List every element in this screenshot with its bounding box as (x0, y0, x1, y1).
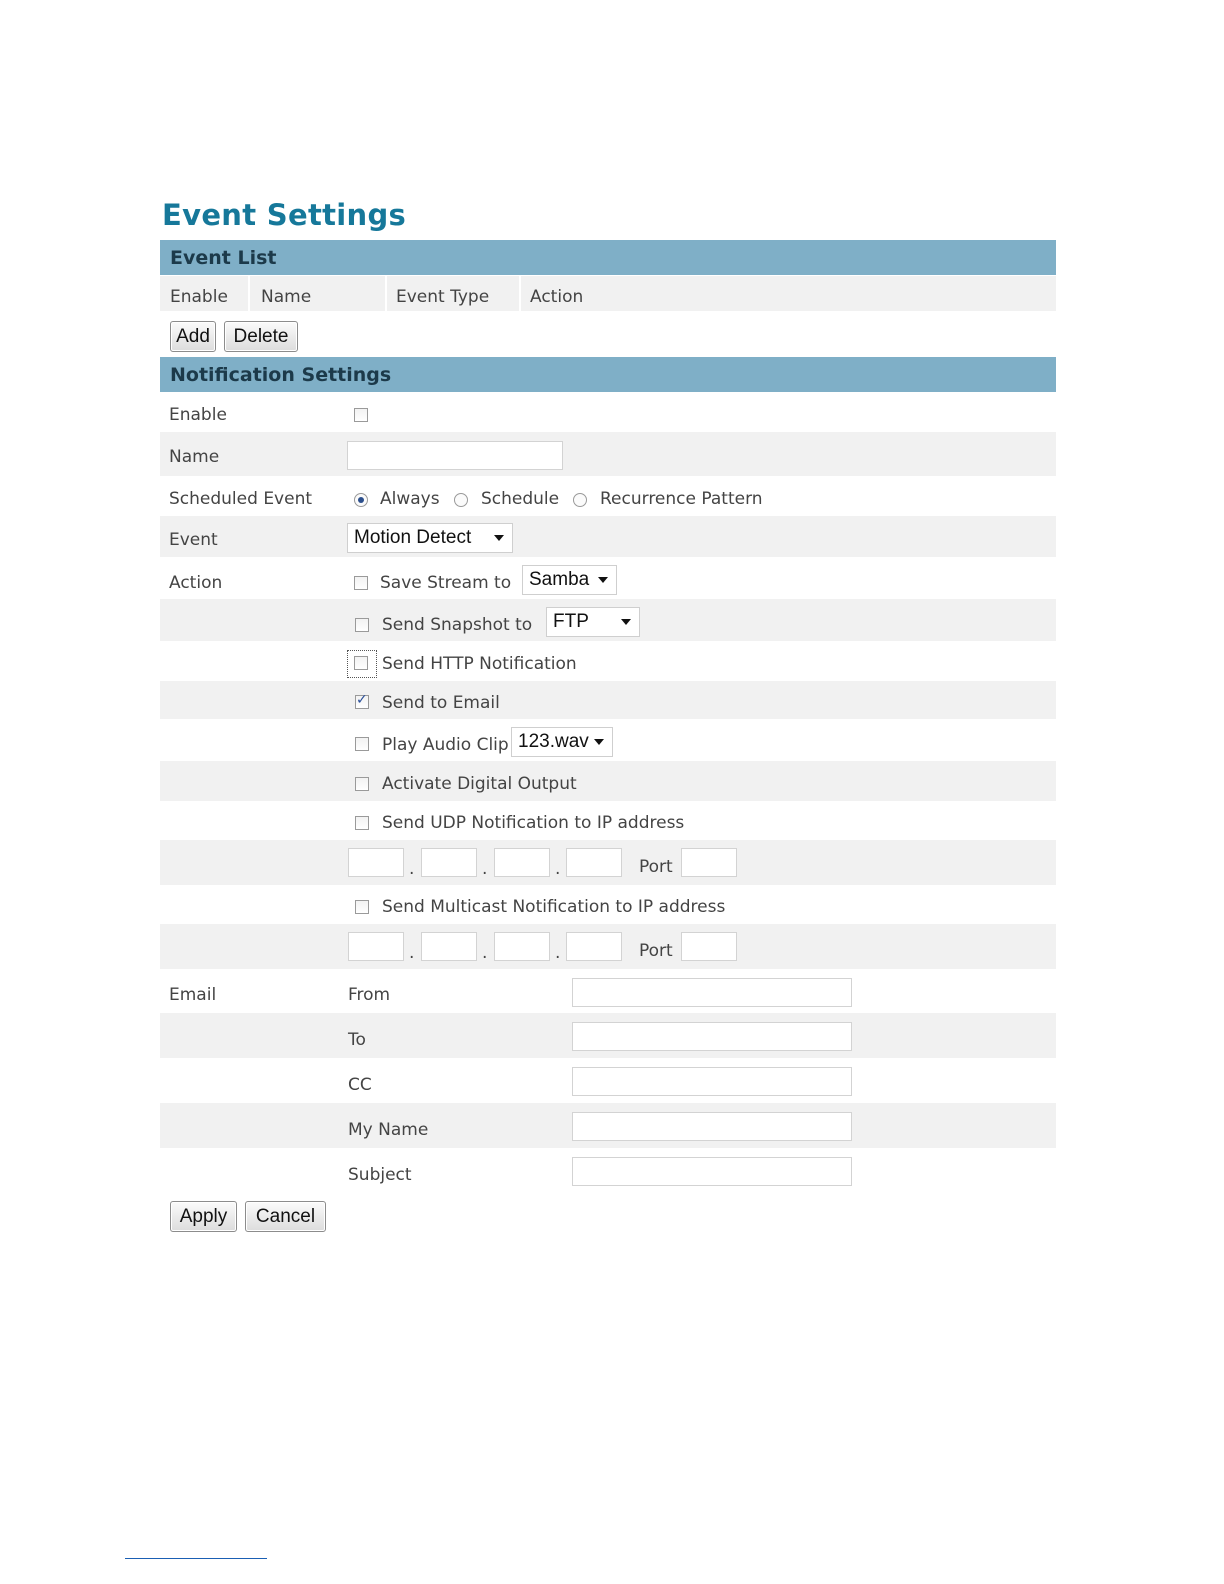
email-cc-label: CC (348, 1075, 372, 1095)
udp-ip-octet-3[interactable] (494, 848, 550, 877)
email-my-name-row (160, 1103, 1056, 1148)
send-snapshot-select[interactable] (546, 607, 640, 637)
email-subject-label: Subject (348, 1165, 412, 1185)
apply-button[interactable]: Apply (170, 1201, 237, 1232)
send-snapshot-select-value: FTP (553, 611, 589, 632)
ip-dot: . (482, 859, 488, 879)
play-audio-label: Play Audio Clip (382, 735, 509, 755)
email-label: Email (169, 985, 217, 1005)
action-send-snapshot-row (160, 599, 1056, 641)
enable-label: Enable (169, 405, 227, 425)
send-snapshot-checkbox[interactable] (355, 618, 369, 632)
multicast-ip-octet-3[interactable] (494, 932, 550, 961)
multicast-checkbox[interactable] (355, 900, 369, 914)
digital-output-checkbox[interactable] (355, 777, 369, 791)
always-label: Always (380, 489, 440, 509)
action-send-email-row (160, 681, 1056, 719)
action-save-stream-row (160, 557, 1056, 599)
action-play-audio-row (160, 719, 1056, 761)
email-to-input[interactable] (572, 1022, 852, 1051)
udp-port-input[interactable] (681, 848, 737, 877)
action-send-http-row (160, 641, 1056, 681)
schedule-label: Schedule (481, 489, 560, 509)
column-divider (385, 276, 387, 311)
save-stream-select-value: Samba (529, 569, 590, 590)
multicast-port-input[interactable] (681, 932, 737, 961)
ip-dot: . (555, 943, 561, 963)
column-action: Action (530, 287, 584, 307)
cancel-button[interactable]: Cancel (245, 1201, 326, 1232)
email-cc-row (160, 1058, 1056, 1103)
enable-checkbox[interactable] (354, 408, 368, 422)
email-subject-row (160, 1148, 1056, 1194)
multicast-ip-octet-2[interactable] (421, 932, 477, 961)
email-from-label: From (348, 985, 391, 1005)
play-audio-select[interactable] (511, 727, 613, 757)
event-row (160, 516, 1056, 557)
recurrence-pattern-label: Recurrence Pattern (600, 489, 763, 509)
column-divider (248, 276, 250, 311)
event-label: Event (169, 530, 218, 550)
email-to-label: To (348, 1030, 366, 1050)
event-list-columns (160, 276, 1056, 311)
send-email-label: Send to Email (382, 693, 500, 713)
multicast-ip-row (160, 924, 1056, 969)
send-http-label: Send HTTP Notification (382, 654, 577, 674)
udp-ip-row (160, 840, 1056, 885)
send-email-checkbox[interactable] (355, 695, 369, 709)
ip-dot: . (409, 943, 415, 963)
schedule-radio[interactable] (454, 493, 468, 507)
udp-ip-octet-1[interactable] (348, 848, 404, 877)
event-select[interactable] (347, 523, 513, 553)
action-label: Action (169, 573, 223, 593)
email-from-row (160, 969, 1056, 1013)
delete-button[interactable]: Delete (224, 321, 298, 352)
action-multicast-row (160, 885, 1056, 924)
chevron-down-icon (621, 619, 631, 625)
name-label: Name (169, 447, 220, 467)
email-to-row (160, 1013, 1056, 1058)
chevron-down-icon (598, 577, 608, 583)
play-audio-checkbox[interactable] (355, 737, 369, 751)
digital-output-label: Activate Digital Output (382, 774, 577, 794)
footer-divider (125, 1558, 267, 1559)
column-name: Name (261, 287, 312, 307)
save-stream-checkbox[interactable] (354, 576, 368, 590)
ip-dot: . (409, 859, 415, 879)
multicast-label: Send Multicast Notification to IP address (382, 897, 726, 917)
enable-row (160, 392, 1056, 432)
udp-port-label: Port (639, 857, 673, 877)
name-row (160, 432, 1056, 476)
scheduled-event-label: Scheduled Event (169, 489, 313, 509)
send-snapshot-label: Send Snapshot to (382, 615, 533, 635)
send-http-checkbox[interactable] (354, 656, 368, 670)
notification-settings-header: Notification Settings (160, 357, 1056, 392)
udp-ip-octet-2[interactable] (421, 848, 477, 877)
column-divider (519, 276, 521, 311)
chevron-down-icon (594, 739, 604, 745)
udp-ip-octet-4[interactable] (566, 848, 622, 877)
multicast-port-label: Port (639, 941, 673, 961)
email-my-name-label: My Name (348, 1120, 429, 1140)
column-event-type: Event Type (396, 287, 490, 307)
add-button[interactable]: Add (170, 321, 216, 352)
email-from-input[interactable] (572, 978, 852, 1007)
event-select-value: Motion Detect (354, 527, 472, 548)
email-my-name-input[interactable] (572, 1112, 852, 1141)
play-audio-select-value: 123.wav (518, 731, 589, 752)
page-title: Event Settings (162, 198, 407, 232)
save-stream-select[interactable] (522, 565, 617, 595)
recurrence-pattern-radio[interactable] (573, 493, 587, 507)
name-input[interactable] (347, 441, 563, 470)
udp-checkbox[interactable] (355, 816, 369, 830)
email-cc-input[interactable] (572, 1067, 852, 1096)
action-digital-output-row (160, 761, 1056, 801)
email-subject-input[interactable] (572, 1157, 852, 1186)
ip-dot: . (555, 859, 561, 879)
column-enable: Enable (170, 287, 228, 307)
action-udp-row (160, 801, 1056, 840)
multicast-ip-octet-1[interactable] (348, 932, 404, 961)
always-radio[interactable] (354, 493, 368, 507)
save-stream-label: Save Stream to (380, 573, 512, 593)
chevron-down-icon (494, 535, 504, 541)
multicast-ip-octet-4[interactable] (566, 932, 622, 961)
udp-label: Send UDP Notification to IP address (382, 813, 685, 833)
ip-dot: . (482, 943, 488, 963)
event-list-header: Event List (160, 240, 1056, 275)
scheduled-event-row (160, 476, 1056, 516)
